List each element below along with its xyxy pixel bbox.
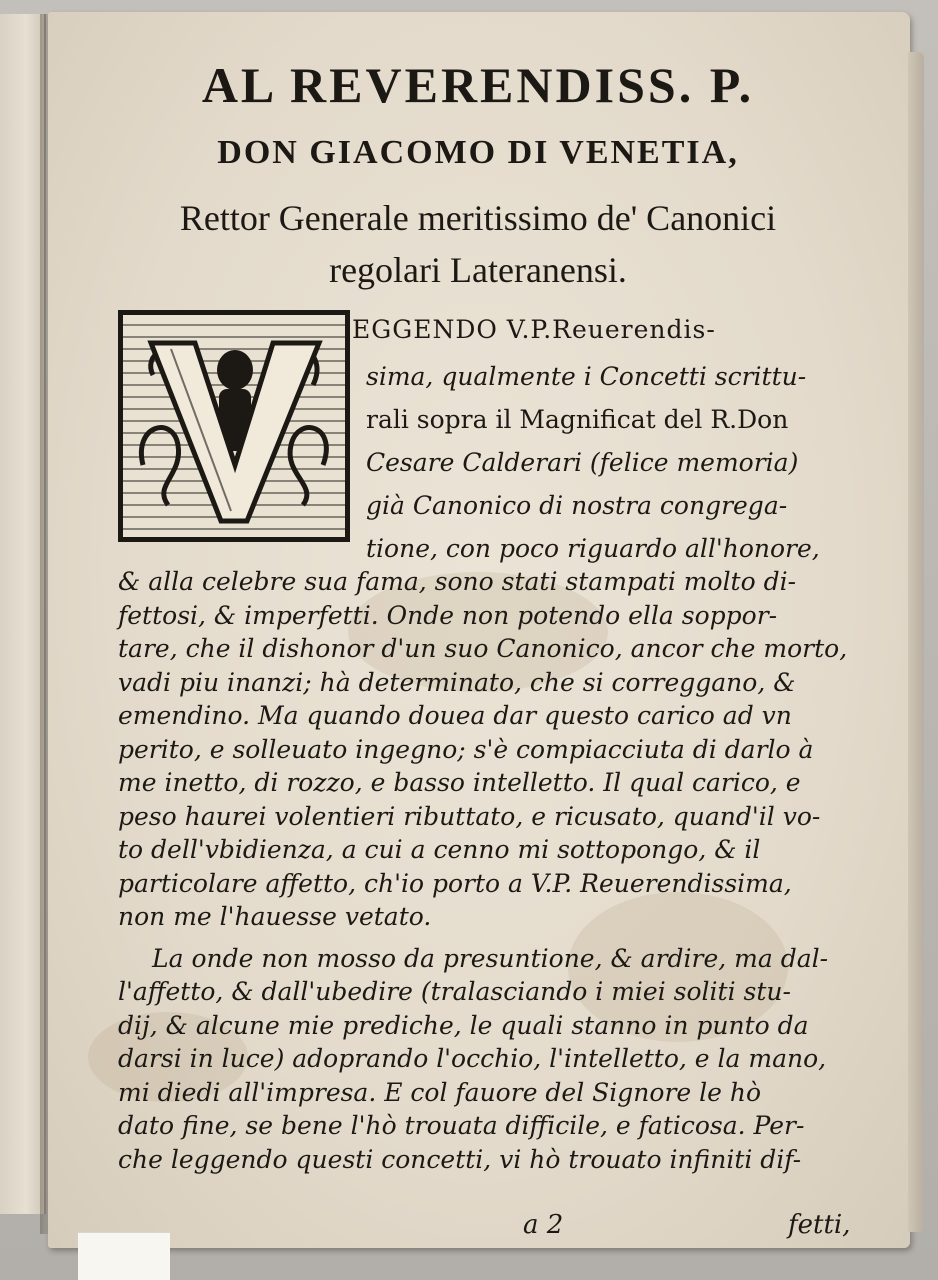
body-line-18: La onde non mosso da presuntione, & ardire, ma dal-	[152, 943, 829, 973]
body-line-17: non me l'hauesse vetato.	[118, 902, 432, 931]
body-line-14: peso haurei volentieri ributtato, e ricusato, quand'il vo-	[118, 801, 821, 831]
catchword: fetti,	[788, 1210, 851, 1240]
heading-line-2: DON GIACOMO DI VENETIA,	[217, 134, 739, 171]
heading-line-1: AL REVERENDISS. P.	[201, 57, 755, 113]
body-line-16: particolare affetto, ch'io porto a V.P. Reuerendissima,	[118, 868, 792, 898]
body-line-13: me inetto, di rozzo, e basso intelletto. Il qual carico, e	[118, 768, 801, 797]
body-line-1: EGGENDO V.P.Reuerendis-	[352, 315, 716, 344]
ornamental-initial-v-icon	[123, 315, 345, 537]
body-line-23: dato fine, se bene l'hò trouata difficile, e faticosa. Per-	[118, 1111, 805, 1140]
body-line-24: che leggendo questi concetti, vi hò trouato infiniti dif-	[118, 1144, 802, 1174]
body-line-2: sima, qualmente i Concetti scrittu-	[366, 362, 807, 391]
body-line-12: perito, e solleuato ingegno; s'è compiacciuta di darlo à	[118, 734, 814, 764]
body-line-4: Cesare Calderari (felice memoria)	[366, 448, 799, 477]
paper-slip	[78, 1232, 170, 1280]
heading-line-3b: regolari Lateranensi.	[329, 250, 627, 290]
body-line-20: dij, & alcune mie prediche, le quali stanno in punto da	[118, 1010, 809, 1040]
body-line-6: tione, con poco riguardo all'honore,	[366, 534, 820, 563]
signature-mark: a 2	[523, 1210, 564, 1240]
body-line-21: darsi in luce) adoprando l'occhio, l'intelletto, e la mano,	[118, 1044, 827, 1073]
body-line-11: emendino. Ma quando douea dar questo carico ad vn	[118, 701, 792, 730]
heading-line-3a: Rettor Generale meritissimo de' Canonici	[179, 198, 777, 238]
body-line-10: vadi piu inanzi; hà determinato, che si correggano, &	[118, 667, 796, 697]
page-fore-edge	[908, 52, 924, 1232]
body-line-19: l'affetto, & dall'ubedire (tralasciando i miei soliti stu-	[118, 977, 791, 1006]
body-line-22: mi diedi all'impresa. E col fauore del Signore le hò	[118, 1077, 762, 1107]
body-line-8: fettosi, & imperfetti. Onde non potendo ella soppor-	[118, 600, 778, 630]
body-line-9: tare, che il dishonor d'un suo Canonico, ancor che morto,	[118, 634, 848, 663]
body-line-5: già Canonico di nostra congrega-	[366, 491, 788, 520]
body-line-7: & alla celebre sua fama, sono stati stampati molto di-	[118, 567, 797, 596]
body-line-3: rali sopra il Magnificat del R.Don	[366, 405, 789, 434]
decorated-initial-woodcut	[118, 310, 350, 542]
heading-line-3	[88, 192, 868, 296]
body-line-15: to dell'vbidienza, a cui a cenno mi sottopongo, & il	[118, 835, 761, 864]
book-page	[48, 12, 910, 1248]
